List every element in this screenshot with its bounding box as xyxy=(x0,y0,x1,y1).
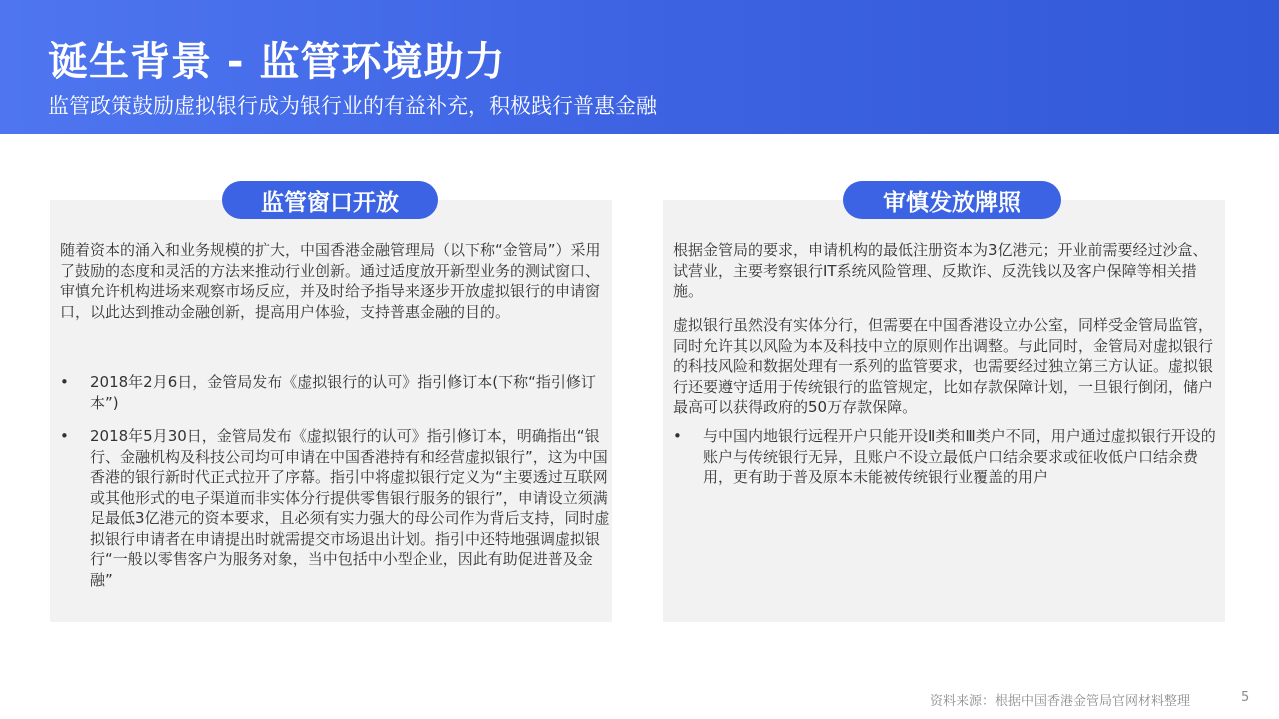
right-panel-paragraph-1: 根据金管局的要求，申请机构的最低注册资本为3亿港元；开业前需要经过沙盒、试营业，主要考察银行IT系统风险管理、反欺诈、反洗钱以及客户保障等相关措施。 xyxy=(673,241,1208,300)
list-item xyxy=(60,426,615,589)
source-note: 资料来源：根据中国香港金管局官网材料整理 xyxy=(930,694,1191,709)
bullet-dot: • xyxy=(673,427,682,445)
right-panel-heading: 审慎发放牌照 xyxy=(843,181,1061,219)
list-item xyxy=(60,372,605,414)
right-panel-paragraph-2: 虚拟银行虽然没有实体分行，但需要在中国香港设立办公室，同样受金管局监管，同时允许其以风险为本及科技中立的原则作出调整。与此同时，金管局对虚拟银行的科技风险和数据处理有一系列的监管要求，也需要经过独立第三方认证。虚拟银行还要遵守适用于传统银行的监管规定，比如存款保障计划，一旦银行倒闭，储户最高可以获得政府的50万存款保障。 xyxy=(673,316,1214,416)
page-title: 诞生背景 - 监管环境助力 xyxy=(48,39,506,85)
header-banner xyxy=(0,0,1279,134)
left-panel-paragraph: 随着资本的涌入和业务规模的扩大，中国香港金融管理局（以下称“金管局”）采用了鼓励的态度和灵活的方法来推动行业创新。通过适度放开新型业务的测试窗口、审慎允许机构进场来观察市场反应，并及时给予指导来逐步开放虚拟银行的申请窗口，以此达到推动金融创新，提高用户体验，支持普惠金融的目的。 xyxy=(60,241,601,321)
list-item-text: 2018年5月30日，金管局发布《虚拟银行的认可》指引修订本，明确指出“银行、金融机构及科技公司均可申请在中国香港持有和经营虚拟银行”，这为中国香港的银行新时代正式拉开了序幕。指引中将虚拟银行定义为“主要透过互联网或其他形式的电子渠道而非实体分行提供零售银行服务的银行”，申请设立须满足最低3亿港元的资本要求，且必须有实力强大的母公司作为背后支持，同时虚拟银行申请者在申请提出时就需提交市场退出计划。指引中还特地强调虚拟银行“一般以零售客户为服务对象，当中包括中小型企业，因此有助促进普及金融” xyxy=(90,427,610,589)
page-subtitle: 监管政策鼓励虚拟银行成为银行业的有益补充，积极践行普惠金融 xyxy=(48,94,657,118)
list-item-text: 与中国内地银行远程开户只能开设Ⅱ类和Ⅲ类户不同，用户通过虚拟银行开设的账户与传统银行无异，且账户不设立最低户口结余要求或征收低户口结余费用，更有助于普及原本未能被传统银行业覆盖的用户 xyxy=(703,427,1216,486)
left-panel-heading: 监管窗口开放 xyxy=(222,181,438,219)
page-number: 5 xyxy=(1241,690,1250,705)
list-item-text: 2018年2月6日，金管局发布《虚拟银行的认可》指引修订本(下称“指引修订本”) xyxy=(90,373,596,412)
bullet-dot: • xyxy=(60,373,69,391)
bullet-dot: • xyxy=(60,427,69,445)
list-item xyxy=(673,426,1218,488)
